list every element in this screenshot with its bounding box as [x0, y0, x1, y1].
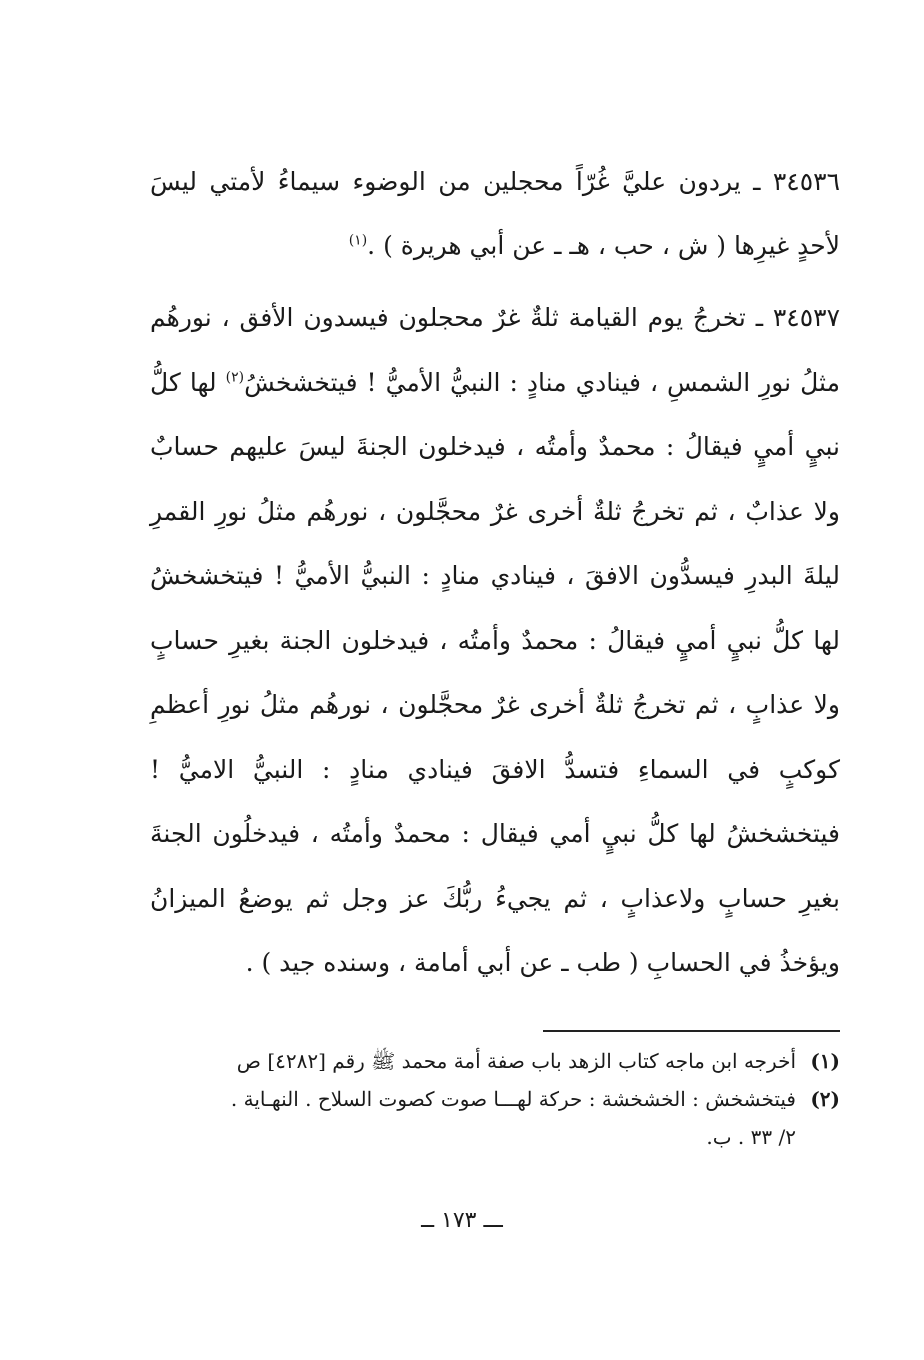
- hadith-34537-text-before-ref: ٣٤٥٣٧ ـ تخرجُ يوم القيامة ثلةٌ غرٌ محجلون فيسدون الأفق ، نورهُم مثلُ نورِ الشمسِ ، فينادي منادٍ : النبيُّ الأميُّ ! فيتخشخشُ: [150, 303, 840, 397]
- footnotes: [150, 1042, 840, 1156]
- page-number: ـــ ١٧٣ ــ: [421, 1208, 503, 1233]
- footnote-2-text: فيتخشخش : الخشخشة : حركة لهـــا صوت كصوت السلاح . النهـاية .: [230, 1087, 796, 1111]
- hadith-34536-text: ٣٤٥٣٦ ـ يردون عليَّ غُرّاً محجلين من الوضوء سيماءُ لأمتي ليسَ لأحدٍ غيرِها ( ش ، حب ، هـ ـ عن أبي هريرة ) .: [150, 167, 840, 260]
- hadith-34537-text-after-ref: لها كلُّ نبيٍ أميٍ فيقالُ : محمدٌ وأمتُه ، فيدخلون الجنةَ ليسَ عليهم حسابٌ ولا عذابٌ ، ثم تخرجُ ثلةٌ أخرى غرٌ محجَّلون ، نورهُم مثلُ نورِ القمرِ ليلةَ البدرِ فيسدُّون الافقَ ، فينادي منادٍ : النبيُّ الأميُّ ! فيتخشخشُ لها كلُّ نبيٍ أميٍ فيقالُ : محمدٌ وأمتُه ، فيدخلون الجنة بغيرِ حسابٍ ولا عذابٍ ، ثم تخرجُ ثلةٌ أخرى غرٌ محجَّلون ، نورهُم مثلُ نورِ أعظمِ كوكبٍ في السماءِ فتسدُّ الافقَ فينادي منادٍ : النبيُّ الاميُّ ! فيتخشخشُ لها كلُّ نبيٍ أمي فيقال : محمدٌ وأمتُه ، فيدخلُون الجنةَ بغيرِ حسابٍ ولاعذابٍ ، ثم يجيءُ ربُّكَ عز وجل ثم يوضعُ الميزانُ ويؤخذُ في الحسابِ ( طب ـ عن أبي أمامة ، وسنده جيد ) .: [150, 367, 840, 977]
- footnote-1: [150, 1042, 840, 1080]
- footnote-2: [150, 1080, 840, 1118]
- footnote-1-number: (١): [810, 1049, 840, 1073]
- footnote-2-number: (٢): [810, 1087, 840, 1111]
- footnote-1-text: أخرجه ابن ماجه كتاب الزهد باب صفة أمة محمد ﷺ رقم [٤٢٨٢] ص: [236, 1049, 796, 1073]
- hadith-34536: [150, 150, 840, 278]
- hadith-34537: [150, 286, 840, 996]
- footnote-2-continuation: ٢/ ٣٣ . ب.: [706, 1125, 796, 1149]
- footnote-ref-2: (٢): [225, 369, 245, 386]
- footnote-divider: [543, 1030, 840, 1032]
- footnote-ref-1: (١): [348, 232, 368, 249]
